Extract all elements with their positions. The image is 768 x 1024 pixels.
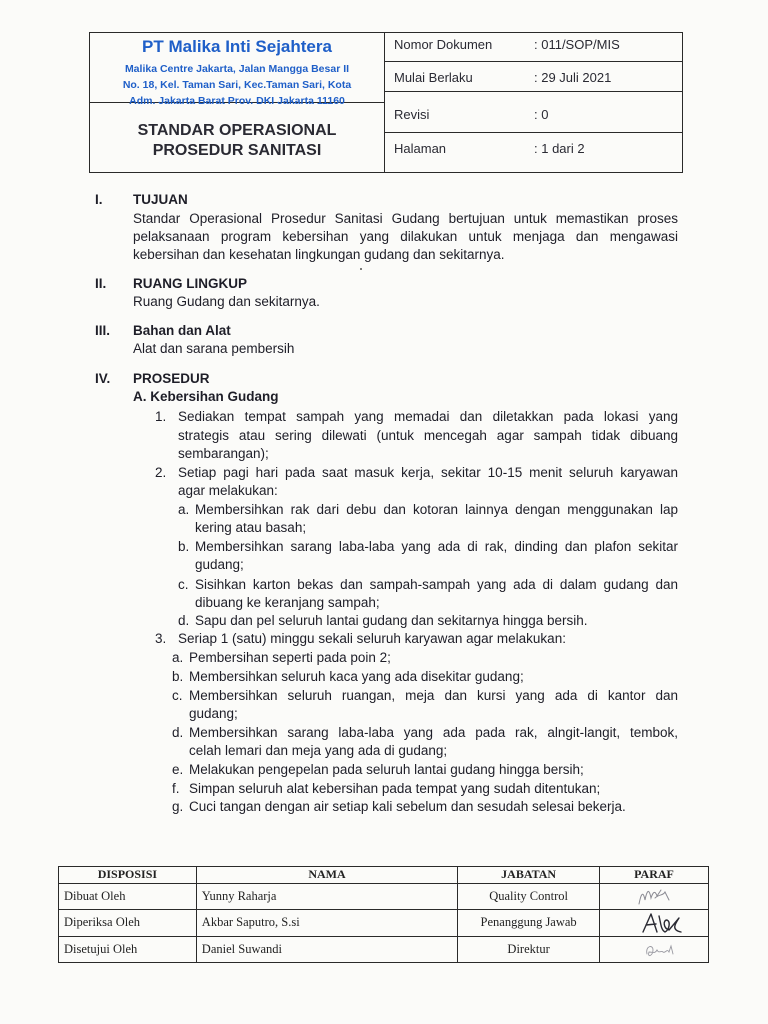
- company-name: PT Malika Inti Sejahtera: [142, 37, 332, 56]
- cell-nama: Yunny Raharja: [196, 883, 457, 909]
- sub-letter: f.: [172, 781, 180, 796]
- list-item-line: strategis atau sering dilewati (untuk mencegah agar sampah tidak dibuang: [178, 428, 678, 443]
- sub-item-line: Membersihkan seluruh kaca yang ada disekitar gudang;: [189, 669, 524, 684]
- meta-row-mulai-berlaku: [384, 68, 682, 88]
- list-item-line: Seriap 1 (satu) minggu sekali seluruh karyawan agar melakukan:: [178, 631, 566, 646]
- section-number: II.: [95, 276, 107, 291]
- section-number: IV.: [95, 371, 111, 386]
- paragraph-line: pelaksanaan program kebersihan yang dilakukan untuk menjaga dan mengawasi: [133, 229, 678, 244]
- paragraph-line: kebersihan dan kesehatan lingkungan gudang dan sekitarnya.: [133, 247, 505, 262]
- paragraph-line: Alat dan sarana pembersih: [133, 341, 295, 356]
- company-address-line: No. 18, Kel. Taman Sari, Kec.Taman Sari, Kota: [122, 79, 352, 91]
- signature-image: [609, 886, 699, 908]
- table-row: [59, 936, 709, 962]
- list-item-line: sembarangan);: [178, 446, 269, 461]
- cell-disposisi: Disetujui Oleh: [59, 936, 197, 962]
- sub-item-line: Membersihkan rak dari debu dan kotoran lainnya dengan menggunakan lap: [195, 502, 678, 517]
- meta-value: : 011/SOP/MIS: [534, 37, 620, 52]
- section-heading-prosedur: PROSEDUR: [133, 371, 210, 386]
- sub-item-line: Membersihkan sarang laba-laba yang ada di rak, dinding dan plafon sekitar: [195, 539, 678, 554]
- sub-item-line: gudang;: [195, 557, 244, 572]
- cell-disposisi: Diperiksa Oleh: [59, 910, 197, 936]
- cell-jabatan: Penanggung Jawab: [458, 910, 600, 936]
- cell-jabatan: Quality Control: [458, 883, 600, 909]
- cell-paraf: [600, 910, 709, 936]
- document-title-line: STANDAR OPERASIONAL: [137, 122, 337, 139]
- sub-letter: b.: [172, 669, 184, 684]
- meta-value: : 29 Juli 2021: [534, 70, 612, 85]
- meta-row-halaman: [384, 139, 682, 159]
- column-header-jabatan: JABATAN: [458, 867, 600, 884]
- list-item-line: Sediakan tempat sampah yang memadai dan diletakkan pada lokasi yang: [178, 409, 678, 424]
- table-row: [59, 910, 709, 936]
- sub-item-line: Pembersihan seperti pada poin 2;: [189, 650, 391, 665]
- scan-speck: [360, 268, 362, 270]
- subsection-heading: A. Kebersihan Gudang: [133, 389, 279, 404]
- sub-item-line: kering atau basah;: [195, 520, 307, 535]
- document-title-line: PROSEDUR SANITASI: [152, 142, 322, 159]
- sub-letter: d.: [178, 613, 190, 628]
- sub-letter: d.: [172, 725, 184, 740]
- header-divider: [384, 91, 682, 92]
- sub-item-line: gudang;: [189, 706, 238, 721]
- header-divider: [384, 132, 682, 133]
- company-address-line: Malika Centre Jakarta, Jalan Mangga Besar II: [124, 63, 350, 75]
- list-number: 2.: [155, 465, 167, 480]
- list-item-line: agar melakukan:: [178, 483, 278, 498]
- sub-letter: e.: [172, 762, 184, 777]
- cell-paraf: [600, 936, 709, 962]
- sub-item-line: Membersihkan seluruh ruangan, meja dan kursi yang ada di kantor dan: [189, 688, 678, 703]
- meta-label: Revisi: [394, 107, 430, 122]
- header-divider: [384, 61, 682, 62]
- list-number: 1.: [155, 409, 167, 424]
- list-item-line: Setiap pagi hari pada saat masuk kerja, sekitar 10-15 menit seluruh karyawan: [178, 465, 678, 480]
- paragraph-line: Standar Operasional Prosedur Sanitasi Gudang bertujuan untuk memastikan proses: [133, 211, 678, 226]
- sub-letter: b.: [178, 539, 190, 554]
- sub-item-line: Simpan seluruh alat kebersihan pada tempat yang sudah ditentukan;: [189, 781, 601, 796]
- sub-letter: g.: [172, 799, 184, 814]
- sub-item-line: celah lemari dan meja yang ada di gudang;: [189, 743, 448, 758]
- list-number: 3.: [155, 631, 167, 646]
- sub-item-line: dibuang ke keranjang sampah;: [195, 595, 380, 610]
- table-row: [59, 883, 709, 909]
- column-header-disposisi: DISPOSISI: [59, 867, 197, 884]
- section-heading-tujuan: TUJUAN: [133, 192, 188, 207]
- meta-value: : 1 dari 2: [534, 141, 585, 156]
- cell-disposisi: Dibuat Oleh: [59, 883, 197, 909]
- signature-image: [609, 938, 699, 960]
- sub-item-line: Sapu dan pel seluruh lantai gudang dan sekitarnya hingga bersih.: [195, 613, 588, 628]
- column-header-paraf: PARAF: [600, 867, 709, 884]
- document-title: [90, 121, 384, 161]
- sub-letter: a.: [172, 650, 184, 665]
- sub-item-line: Cuci tangan dengan air setiap kali sebelum dan sesudah selesai bekerja.: [189, 799, 626, 814]
- sub-item-line: Sisihkan karton bekas dan sampah-sampah yang ada di dalam gudang dan: [195, 577, 678, 592]
- section-number: III.: [95, 323, 111, 338]
- meta-label: Halaman: [394, 141, 447, 156]
- meta-label: Nomor Dokumen: [394, 37, 493, 52]
- cell-paraf: [600, 883, 709, 909]
- section-heading-bahan-alat: Bahan dan Alat: [133, 323, 231, 338]
- company-address-line: Adm. Jakarta Barat Prov. DKI Jakarta 11160: [129, 95, 345, 107]
- cell-nama: Akbar Saputro, S.si: [196, 910, 457, 936]
- company-block: [90, 37, 384, 109]
- sub-letter: a.: [178, 502, 190, 517]
- meta-label: Mulai Berlaku: [394, 70, 473, 85]
- paragraph-line: Ruang Gudang dan sekitarnya.: [133, 294, 320, 309]
- meta-value: : 0: [534, 107, 549, 122]
- section-number: I.: [95, 192, 103, 207]
- sub-letter: c.: [172, 688, 183, 703]
- table-header-row: [59, 867, 709, 884]
- section-heading-ruang-lingkup: RUANG LINGKUP: [133, 276, 247, 291]
- meta-row-nomor-dokumen: [384, 35, 682, 55]
- meta-row-revisi: [384, 105, 682, 125]
- sub-item-line: Membersihkan sarang laba-laba yang ada pada rak, alngit-langit, tembok,: [189, 725, 678, 740]
- cell-nama: Daniel Suwandi: [196, 936, 457, 962]
- disposition-table: [58, 866, 709, 963]
- sub-letter: c.: [178, 577, 189, 592]
- document-header: [89, 32, 683, 173]
- signature-image: [609, 912, 699, 934]
- sub-item-line: Melakukan pengepelan pada seluruh lantai gudang hingga bersih;: [189, 762, 584, 777]
- cell-jabatan: Direktur: [458, 936, 600, 962]
- column-header-nama: NAMA: [196, 867, 457, 884]
